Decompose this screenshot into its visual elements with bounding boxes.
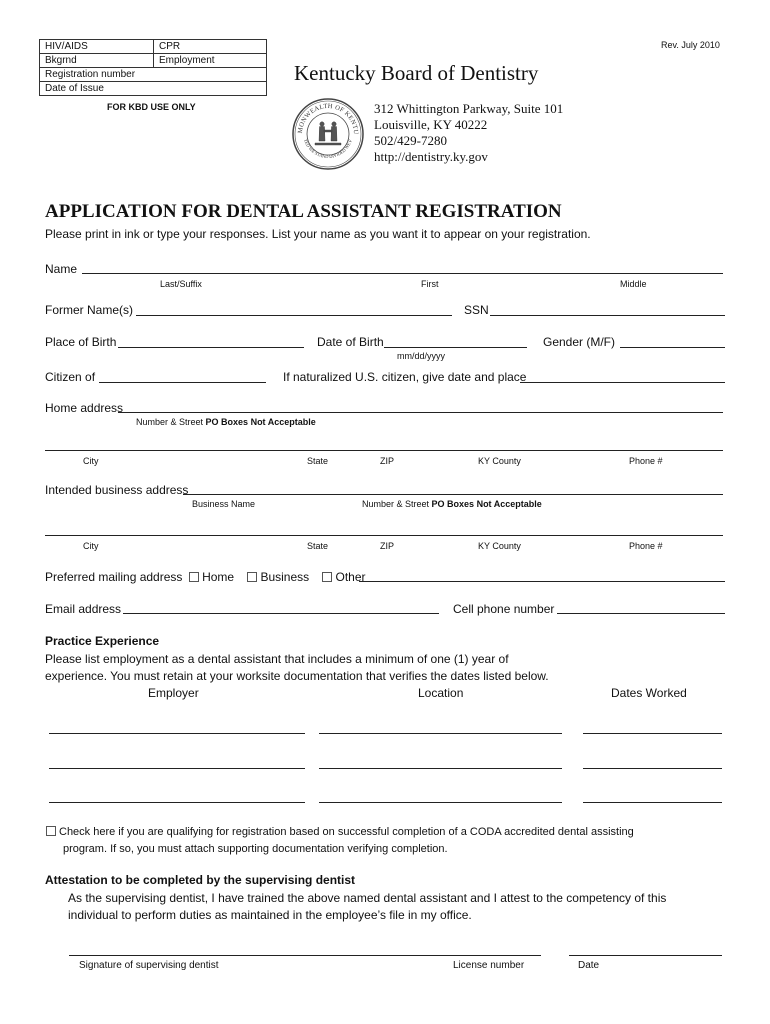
- attestation-text: [68, 890, 666, 924]
- email-label: Email address: [45, 602, 122, 616]
- practice-text-line: experience. You must retain at your worksite documentation that verifies the dates listed below.: [45, 669, 549, 683]
- cell-phone-field[interactable]: [557, 613, 725, 614]
- office-use-cell: Date of Issue: [45, 83, 104, 94]
- signature-label: Signature of supervising dentist: [79, 960, 219, 971]
- instructions: Please print in ink or type your responses. List your name as you want it to appear on your registration.: [45, 227, 591, 241]
- coda-checkbox[interactable]: [46, 826, 56, 836]
- office-use-row: [40, 54, 266, 68]
- office-use-cell: Employment: [159, 55, 215, 66]
- dates-worked-field[interactable]: [583, 802, 722, 803]
- home-checkbox[interactable]: [189, 572, 199, 582]
- signature-field[interactable]: [69, 955, 541, 956]
- board-name: Kentucky Board of Dentistry: [294, 61, 539, 85]
- state-label: State: [307, 456, 329, 466]
- po-boxes-note: PO Boxes Not Acceptable: [431, 499, 542, 509]
- business-street-field[interactable]: [183, 494, 723, 495]
- business-street-hint: [362, 499, 542, 509]
- phone-label: Phone #: [629, 541, 663, 551]
- ssn-field[interactable]: [490, 315, 725, 316]
- home-address-label: Home address: [45, 401, 124, 415]
- ky-county-label: KY County: [478, 541, 521, 551]
- gender-field[interactable]: [620, 347, 725, 348]
- middle-name-label: Middle: [620, 279, 647, 289]
- dates-worked-column-header: Dates Worked: [611, 686, 687, 700]
- former-names-field[interactable]: [136, 315, 452, 316]
- ssn-label: SSN: [464, 303, 489, 317]
- office-use-cell: CPR: [159, 41, 181, 52]
- zip-label: ZIP: [380, 541, 395, 551]
- state-seal: [291, 97, 365, 171]
- date-of-birth-field[interactable]: [384, 347, 527, 348]
- last-suffix-label: Last/Suffix: [160, 279, 202, 289]
- revision-date: Rev. July 2010: [661, 40, 720, 50]
- dates-worked-field[interactable]: [583, 768, 722, 769]
- office-use-row: [40, 40, 266, 54]
- attestation-heading: Attestation to be completed by the supervising dentist: [45, 873, 356, 887]
- name-field[interactable]: [82, 273, 723, 274]
- location-field[interactable]: [319, 802, 562, 803]
- employer-field[interactable]: [49, 768, 305, 769]
- other-checkbox[interactable]: [322, 572, 332, 582]
- coda-text-line: program. If so, you must attach supporting documentation verifying completion.: [63, 843, 448, 855]
- website-link[interactable]: http://dentistry.ky.gov: [374, 149, 488, 164]
- board-address: [374, 101, 563, 165]
- business-checkbox[interactable]: [247, 572, 257, 582]
- svg-text:COMMONWEALTH OF KENTUCKY: MONWEALTH OF KENTU: [296, 102, 360, 135]
- home-street-field[interactable]: [118, 412, 723, 413]
- attestation-text-line: As the supervising dentist, I have trained the above named dental assistant and I attest to the competency of this: [68, 891, 667, 905]
- business-option-label: Business: [260, 570, 310, 584]
- ky-county-label: KY County: [478, 456, 521, 466]
- name-label: Name: [45, 262, 78, 276]
- other-mailing-field[interactable]: [359, 581, 725, 582]
- po-boxes-note: PO Boxes Not Acceptable: [205, 417, 316, 427]
- number-street-label: Number & Street: [362, 499, 430, 509]
- city-label: City: [83, 456, 99, 466]
- location-field[interactable]: [319, 768, 562, 769]
- naturalized-field[interactable]: [520, 382, 725, 383]
- office-use-cell: Bkgrnd: [40, 54, 154, 67]
- naturalized-label: If naturalized U.S. citizen, give date and place: [283, 370, 527, 384]
- license-number-label: License number: [453, 960, 525, 971]
- home-option-label: Home: [202, 570, 235, 584]
- number-street-label: Number & Street: [136, 417, 204, 427]
- practice-instructions: [45, 651, 549, 685]
- first-name-label: First: [421, 279, 439, 289]
- dates-worked-field[interactable]: [583, 733, 722, 734]
- office-use-cell: HIV/AIDS: [40, 40, 154, 53]
- business-city-line-field[interactable]: [45, 535, 723, 536]
- attestation-text-line: individual to perform duties as maintained in the employee’s file in my office.: [68, 908, 472, 922]
- address-line: 312 Whittington Parkway, Suite 101: [374, 101, 564, 116]
- former-names-label: Former Name(s): [45, 303, 134, 317]
- address-line: Louisville, KY 40222: [374, 117, 488, 132]
- date-label: Date: [578, 960, 600, 971]
- phone-label: Phone #: [629, 456, 663, 466]
- seal-icon: [291, 97, 365, 171]
- date-of-birth-label: Date of Birth: [317, 335, 384, 349]
- office-use-caption: FOR KBD USE ONLY: [107, 102, 196, 112]
- state-label: State: [307, 541, 329, 551]
- cell-phone-label: Cell phone number: [453, 602, 555, 616]
- office-use-cell: Registration number: [45, 69, 136, 80]
- place-of-birth-label: Place of Birth: [45, 335, 117, 349]
- preferred-mailing-row: [45, 570, 366, 584]
- location-column-header: Location: [418, 686, 464, 700]
- city-label: City: [83, 541, 99, 551]
- place-of-birth-field[interactable]: [118, 347, 304, 348]
- coda-text-line: Check here if you are qualifying for registration based on successful completion of a CODA accredited dental assisting: [59, 826, 634, 838]
- employer-field[interactable]: [49, 802, 305, 803]
- street-hint: [136, 417, 316, 427]
- employer-column-header: Employer: [148, 686, 199, 700]
- date-field[interactable]: [569, 955, 722, 956]
- business-name-label: Business Name: [192, 499, 256, 509]
- office-use-row: [40, 68, 266, 82]
- office-use-box: [39, 39, 267, 96]
- preferred-mailing-label: Preferred mailing address: [45, 570, 183, 584]
- home-city-line-field[interactable]: [45, 450, 723, 451]
- gender-label: Gender (M/F): [543, 335, 616, 349]
- coda-section: [46, 824, 634, 858]
- employer-field[interactable]: [49, 733, 305, 734]
- other-option-label: Other: [335, 570, 366, 584]
- office-use-row: [40, 82, 266, 95]
- practice-heading: Practice Experience: [45, 634, 160, 648]
- citizen-of-field[interactable]: [99, 382, 266, 383]
- location-field[interactable]: [319, 733, 562, 734]
- practice-text-line: Please list employment as a dental assistant that includes a minimum of one (1) year of: [45, 652, 509, 666]
- zip-label: ZIP: [380, 456, 395, 466]
- dob-format-hint: mm/dd/yyyy: [397, 351, 446, 361]
- citizen-of-label: Citizen of: [45, 370, 96, 384]
- phone-number: 502/429-7280: [374, 133, 447, 148]
- svg-text:UNITED WE STAND DIVIDED WE FAL: TED WE STAND DIVIDED WE F: [302, 138, 353, 160]
- page-title: APPLICATION FOR DENTAL ASSISTANT REGISTRATION: [45, 201, 562, 222]
- business-address-label: Intended business address: [45, 483, 189, 497]
- email-field[interactable]: [123, 613, 439, 614]
